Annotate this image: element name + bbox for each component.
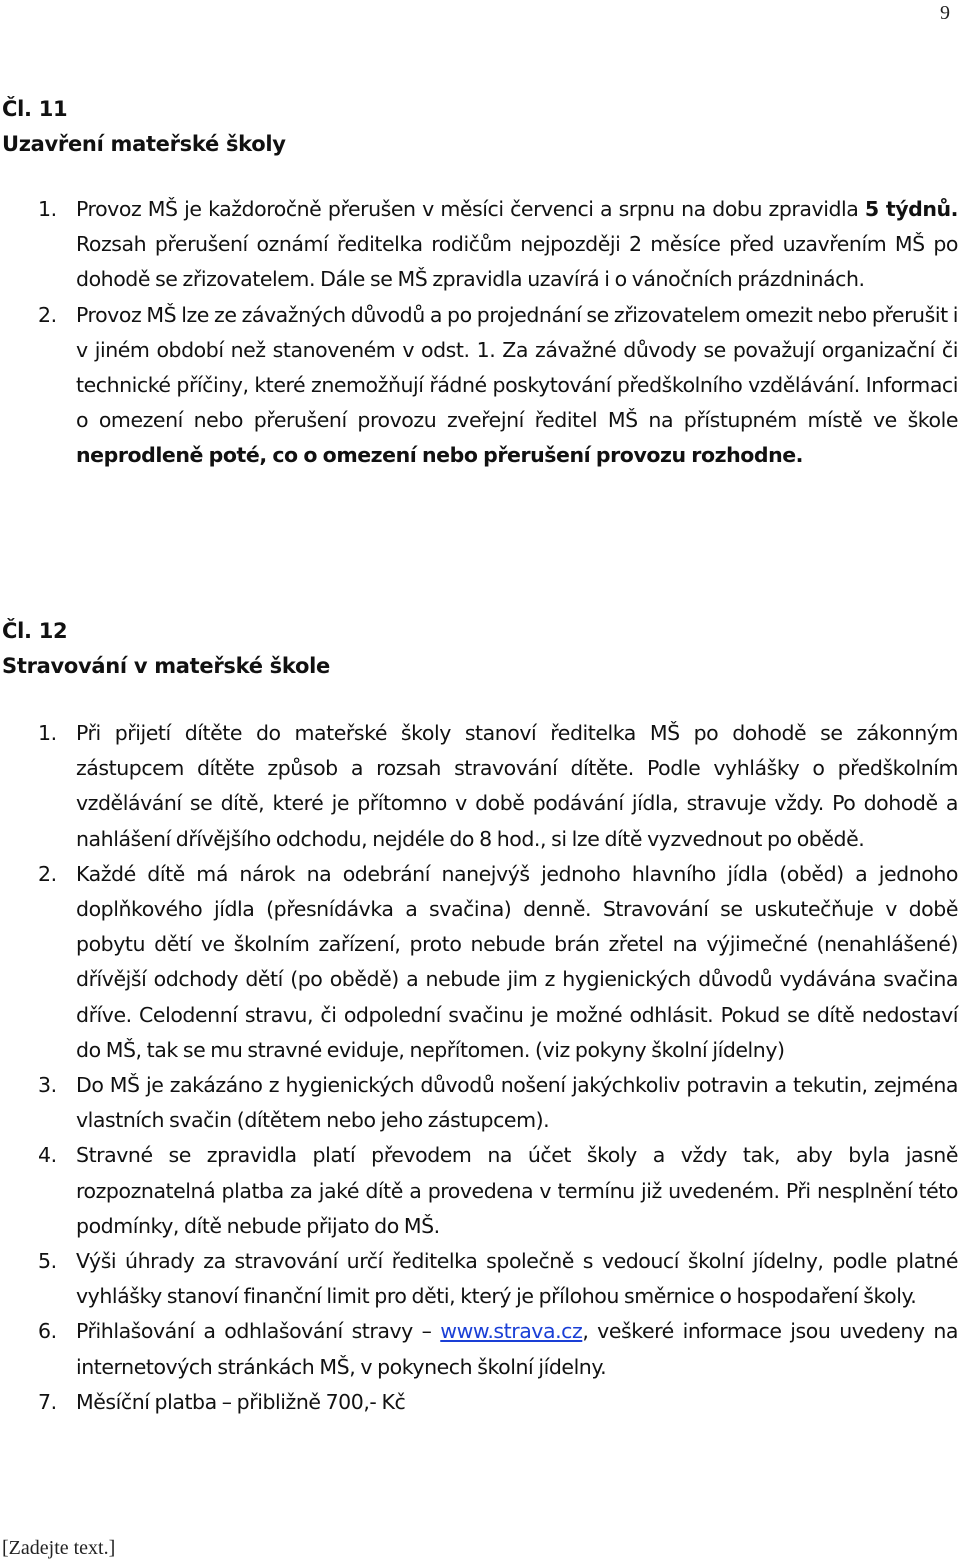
item-number: 3. — [38, 1073, 57, 1098]
article-number: Čl. 11 — [2, 97, 68, 121]
list-item — [0, 716, 960, 857]
article-number: Čl. 12 — [2, 619, 68, 643]
item-number: 4. — [38, 1143, 57, 1168]
section-article-11 — [0, 92, 960, 474]
article-items — [0, 716, 960, 1420]
item-text: Provoz MŠ lze ze závažných důvodů a po projednání se zřizovatelem omezit nebo přerušit i v jiném období než stanoveném v odst. 1. Za závažné důvody se považují organizační či technické příčiny, které znemožňují řádné poskytování předškolního vzdělávání. Informaci o omezení nebo přerušení provozu zveřejní ředitel MŠ na přístupném místě ve škole — [76, 302, 958, 433]
item-number: 5. — [38, 1249, 57, 1274]
item-text: Při přijetí dítěte do mateřské školy stanoví ředitelka MŠ po dohodě se zákonným zástupcem dítěte způsob a rozsah stravování dítěte. Podle vyhlášky o předškolním vzdělávání se dítě, které je přítomno v době podávání jídla, stravuje vždy. Po dohodě a nahlášení dřívějšího odchodu, nejdéle do 8 hod., si lze dítě vyzvednout po obědě. — [76, 721, 958, 851]
section-article-12 — [0, 614, 960, 1420]
item-text: Stravné se zpravidla platí převodem na účet školy a vždy tak, aby byla jasně rozpoznatelná platba za jaké dítě a provedena v termínu již uvedeném. Při nesplnění této podmínky, dítě nebude přijato do MŠ. — [76, 1143, 958, 1238]
item-number: 7. — [38, 1389, 57, 1414]
item-bold-text: 5 týdnů. — [864, 197, 958, 221]
list-item — [0, 1068, 960, 1138]
item-number: 2. — [38, 302, 57, 327]
item-text: Do MŠ je zakázáno z hygienických důvodů nošení jakýchkoliv potravin a tekutin, zejména vlastních svačin (dítětem nebo jeho zástupcem). — [76, 1073, 958, 1133]
list-item — [0, 1244, 960, 1314]
list-item — [0, 298, 960, 474]
item-number: 6. — [38, 1319, 57, 1344]
item-number: 1. — [38, 721, 57, 745]
strava-link[interactable]: www.strava.cz — [440, 1319, 583, 1344]
list-item — [0, 857, 960, 1068]
item-number: 1. — [38, 197, 57, 221]
item-text: Provoz MŠ je každoročně přerušen v měsíci červenci a srpnu na dobu zpravidla — [76, 197, 865, 221]
item-text: Přihlašování a odhlašování stravy – — [76, 1319, 441, 1344]
list-item — [0, 192, 960, 298]
list-item — [0, 1138, 960, 1244]
footer-placeholder: [Zadejte text.] — [2, 1537, 116, 1559]
page-number: 9 — [940, 2, 950, 24]
item-text: , veškeré informace jsou uvedeny na internetových stránkách MŠ, v pokynech školní jídelny. — [76, 1319, 959, 1379]
list-item — [0, 1385, 960, 1420]
item-text: Rozsah přerušení oznámí ředitelka rodičům nejpozději 2 měsíce před uzavřením MŠ po dohodě se zřizovatelem. Dále se MŠ zpravidla uzavírá i o vánočních prázdninách. — [76, 232, 958, 292]
article-title: Stravování v mateřské škole — [2, 654, 330, 678]
article-title: Uzavření mateřské školy — [2, 132, 286, 156]
item-text: Výši úhrady za stravování určí ředitelka společně s vedoucí školní jídelny, podle platné vyhlášky stanoví finanční limit pro děti, který je přílohou směrnice o hospodaření školy. — [76, 1249, 958, 1309]
item-text: Každé dítě má nárok na odebrání nanejvýš jednoho hlavního jídla (oběd) a jednoho doplňkového jídla (přesnídávka a svačina) denně. Stravování se uskutečňuje v době pobytu dětí ve školním zařízení, proto nebude brán zřetel na výjimečné (nenahlášené) dřívější odchody dětí (po obědě) a nebude jim z hygienických důvodů vydávána svačina dříve. Celodenní stravu, či odpolední svačinu je možné odhlásit. Pokud se dítě nedostaví do MŠ, tak se mu stravné eviduje, nepřítomen. (viz pokyny školní jídelny) — [76, 861, 958, 1062]
article-items — [0, 192, 960, 474]
item-bold-text: neprodleně poté, co o omezení nebo přerušení provozu rozhodne. — [76, 443, 804, 468]
item-number: 2. — [38, 861, 57, 886]
list-item — [0, 1314, 960, 1384]
item-text: Měsíční platba – přibližně 700,- Kč — [76, 1389, 406, 1414]
